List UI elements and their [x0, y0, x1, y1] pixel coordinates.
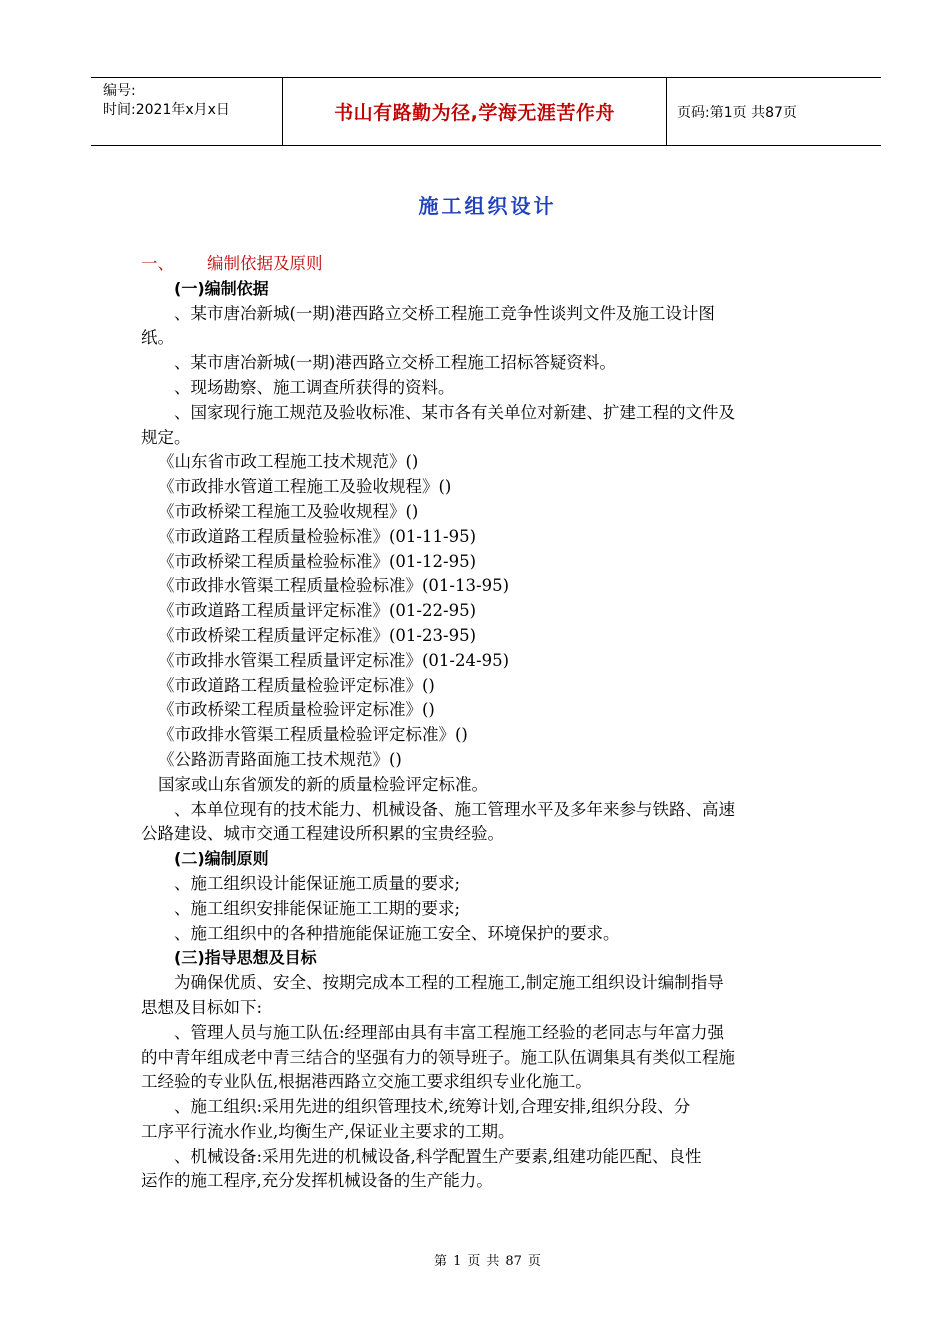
document-header [91, 77, 881, 146]
text-line: 公路建设、城市交通工程建设所积累的宝贵经验。 [141, 824, 504, 844]
text-line: 规定。 [141, 427, 191, 447]
text-line: 、现场勘察、施工调查所获得的资料。 [174, 377, 455, 397]
text-line: 、管理人员与施工队伍:经理部由具有丰富工程施工经验的老同志与年富力强 [174, 1022, 725, 1042]
page-footer [0, 1250, 950, 1269]
footer-text: 第 [434, 1254, 448, 1269]
footer-text: 共 [486, 1254, 500, 1269]
text-line: 《市政排水管渠工程质量检验标准》(01-13-95) [158, 576, 510, 596]
page-title: 施工组织设计 [418, 194, 557, 218]
text-line: 、机械设备:采用先进的机械设备,科学配置生产要素,组建功能匹配、良性 [174, 1146, 702, 1166]
section-label: 编制依据及原则 [207, 254, 323, 273]
text-line: 工序平行流水作业,均衡生产,保证业主要求的工期。 [141, 1121, 515, 1141]
text-line: 、某市唐冶新城(一期)港西路立交桥工程施工招标答疑资料。 [174, 353, 616, 373]
footer-text: 页 [467, 1254, 481, 1269]
time-label: 时间:2021年x月x日 [103, 102, 230, 118]
text-line: 、施工组织设计能保证施工质量的要求; [174, 873, 461, 893]
header-meta [91, 78, 283, 145]
text-line: 、施工组织中的各种措施能保证施工安全、环境保护的要求。 [174, 923, 620, 943]
text-line: 《市政排水管渠工程质量检验评定标准》() [158, 725, 468, 745]
text-line: 《山东省市政工程施工技术规范》() [158, 452, 419, 472]
text-line: 国家或山东省颁发的新的质量检验评定标准。 [158, 774, 488, 794]
document-body [141, 252, 841, 1194]
section-number: 一、 [141, 254, 174, 273]
footer-text: 页 [527, 1254, 541, 1269]
text-line: 《市政道路工程质量检验标准》(01-11-95) [158, 526, 477, 546]
text-line: (三)指导思想及目标 [174, 948, 317, 968]
text-line: 《市政桥梁工程质量评定标准》(01-23-95) [158, 625, 477, 645]
body-lines [141, 277, 841, 1194]
text-line: 《市政桥梁工程质量检验评定标准》() [158, 700, 435, 720]
text-line: 、施工组织:采用先进的组织管理技术,统筹计划,合理安排,组织分段、分 [174, 1097, 691, 1117]
text-line: (一)编制依据 [174, 278, 269, 298]
text-line: 运作的施工程序,充分发挥机械设备的生产能力。 [141, 1171, 493, 1191]
text-line: 的中青年组成老中青三结合的坚强有力的领导班子。施工队伍调集具有类似工程施 [141, 1047, 735, 1067]
footer-total-pages: 87 [505, 1254, 522, 1269]
header-page-info: 页码:第1页 共87页 [677, 104, 797, 121]
text-line: 、本单位现有的技术能力、机械设备、施工管理水平及多年来参与铁路、高速 [174, 799, 735, 819]
text-line: 《市政排水管渠工程质量评定标准》(01-24-95) [158, 650, 510, 670]
text-line: 、国家现行施工规范及验收标准、某市各有关单位对新建、扩建工程的文件及 [174, 402, 735, 422]
text-line: 纸。 [141, 328, 174, 348]
text-line: 、某市唐冶新城(一期)港西路立交桥工程施工竞争性谈判文件及施工设计图 [174, 303, 715, 323]
number-label: 编号: [103, 83, 136, 99]
text-line: 《市政道路工程质量评定标准》(01-22-95) [158, 601, 477, 621]
text-line: 为确保优质、安全、按期完成本工程的工程施工,制定施工组织设计编制指导 [174, 973, 724, 993]
text-line: 《市政桥梁工程施工及验收规程》() [158, 501, 419, 521]
text-line: 《市政道路工程质量检验评定标准》() [158, 675, 435, 695]
text-line: 《公路沥青路面施工技术规范》() [158, 749, 402, 769]
text-line: (二)编制原则 [174, 849, 269, 869]
text-line: 工经验的专业队伍,根据港西路立交施工要求组织专业化施工。 [141, 1072, 592, 1092]
footer-page-number: 1 [453, 1254, 462, 1269]
text-line: 《市政排水管道工程施工及验收规程》() [158, 477, 452, 497]
text-line: 《市政桥梁工程质量检验标准》(01-12-95) [158, 551, 477, 571]
text-line: 、施工组织安排能保证施工工期的要求; [174, 898, 461, 918]
header-motto: 书山有路勤为径,学海无涯苦作舟 [283, 78, 667, 145]
section-heading [141, 252, 841, 277]
text-line: 思想及目标如下: [141, 997, 263, 1017]
